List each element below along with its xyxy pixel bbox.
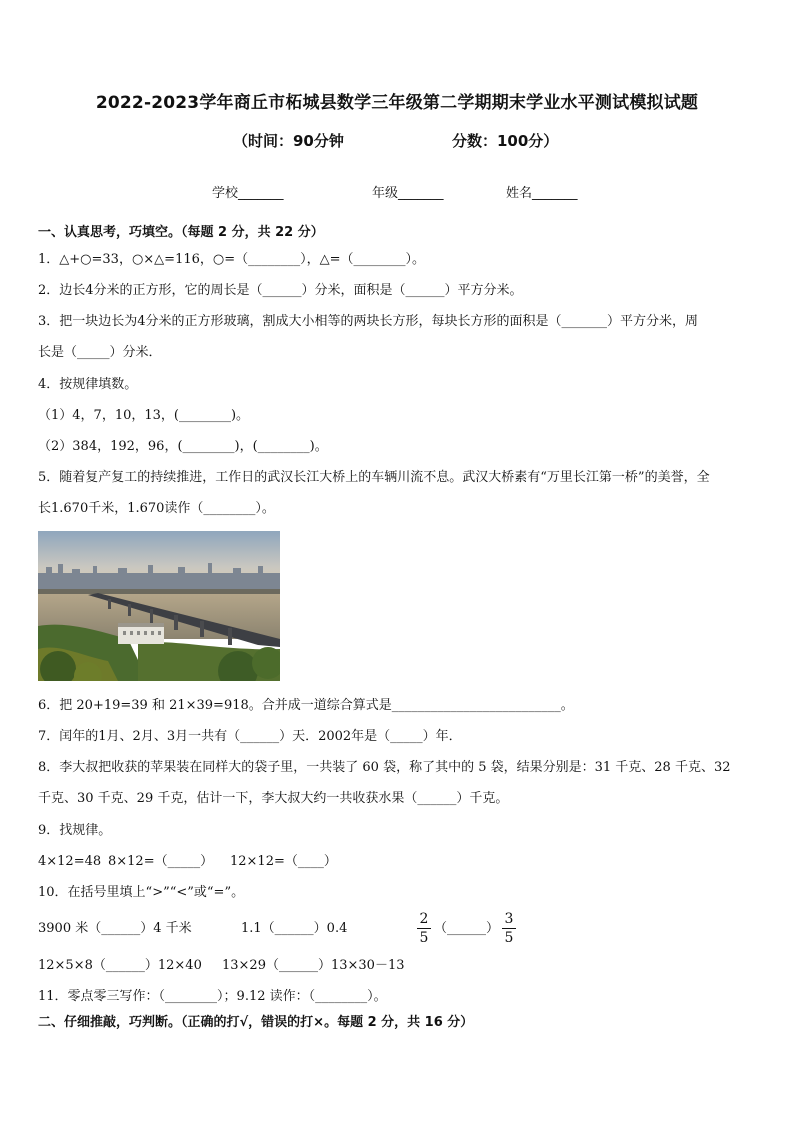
question-8-line-1: 8．李大叔把收获的苹果装在同样大的袋子里，一共装了 60 袋，称了其中的 5 袋，结果分别是：31 千克、28 千克、32 xyxy=(38,760,731,775)
exam-title: 2022-2023学年商丘市柘城县数学三年级第二学期期末学业水平测试模拟试题 xyxy=(95,93,699,113)
section-2-heading: 二、仔细推敲，巧判断。（正确的打√，错误的打×。每题 2 分，共 16 分） xyxy=(38,1015,474,1030)
question-9: 9．找规律。 xyxy=(38,823,112,838)
question-7: 7．闰年的1月、2月、3月一共有（______）天．2002年是（_____）年． xyxy=(38,729,462,744)
question-8-line-2: 千克、30 千克、29 千克，估计一下，李大叔大约一共收获水果（______）千克。 xyxy=(38,791,509,806)
question-10: 10．在括号里填上“>”“<”或“=”。 xyxy=(38,885,245,900)
section-1-heading: 一、认真思考，巧填空。（每题 2 分，共 22 分） xyxy=(38,225,324,240)
question-10-item-4: 12×5×8（______）12×40 xyxy=(38,958,202,973)
grade-field: 年级_______ xyxy=(372,186,444,201)
question-11: 11．零点零三写作：（________）；9.12 读作：（________）。 xyxy=(38,989,387,1004)
fraction-three-fifths xyxy=(502,910,516,947)
question-1: 1．△+○=33，○×△=116，○=（________），△=（________）。 xyxy=(38,252,426,267)
fraction-2-numerator: 3 xyxy=(502,910,516,929)
question-10-item-5: 13×29（______）13×30－13 xyxy=(222,958,405,973)
exam-time: （时间：90分钟 xyxy=(233,132,344,150)
exam-score: 分数：100分） xyxy=(452,132,559,150)
question-4-part-1: （1）4，7，10，13，(________)。 xyxy=(38,408,250,423)
question-10-item-2: 1.1（______）0.4 xyxy=(241,921,348,936)
question-4-part-2: （2）384，192，96，(________)，(________)。 xyxy=(38,439,328,454)
question-9-item-1: 4×12=48 xyxy=(38,854,102,869)
question-3-line-1: 3．把一块边长为4分米的正方形玻璃，割成大小相等的两块长方形，每块长方形的面积是（_______）平方分米，周 xyxy=(38,314,699,329)
question-9-item-2: 8×12=（_____） xyxy=(108,854,214,869)
wuhan-bridge-photo xyxy=(38,531,280,681)
question-4: 4．按规律填数。 xyxy=(38,377,138,392)
question-5-line-2: 长1.670千米，1.670读作（________）。 xyxy=(38,501,275,516)
question-10-item-1: 3900 米（______）4 千米 xyxy=(38,921,192,936)
question-5-line-1: 5．随着复产复工的持续推进，工作日的武汉长江大桥上的车辆川流不息。武汉大桥素有“万里长江第一桥”的美誉，全 xyxy=(38,470,710,485)
question-6: 6．把 20+19=39 和 21×39=918。合并成一道综合算式是__________________________。 xyxy=(38,698,574,713)
question-2: 2．边长4分米的正方形，它的周长是（______）分米，面积是（______）平方分米。 xyxy=(38,283,523,298)
fraction-2-denominator: 5 xyxy=(504,930,514,946)
bridge-photo-illustration xyxy=(38,531,280,681)
question-10-item-3-blank: （______） xyxy=(434,921,500,936)
question-3-line-2: 长是（_____）分米． xyxy=(38,345,162,360)
question-9-item-3: 12×12=（____） xyxy=(230,854,337,869)
fraction-1-denominator: 5 xyxy=(419,930,429,946)
school-field: 学校_______ xyxy=(212,186,284,201)
fraction-two-fifths xyxy=(417,910,431,947)
fraction-1-numerator: 2 xyxy=(417,910,431,929)
name-field: 姓名_______ xyxy=(506,186,578,201)
